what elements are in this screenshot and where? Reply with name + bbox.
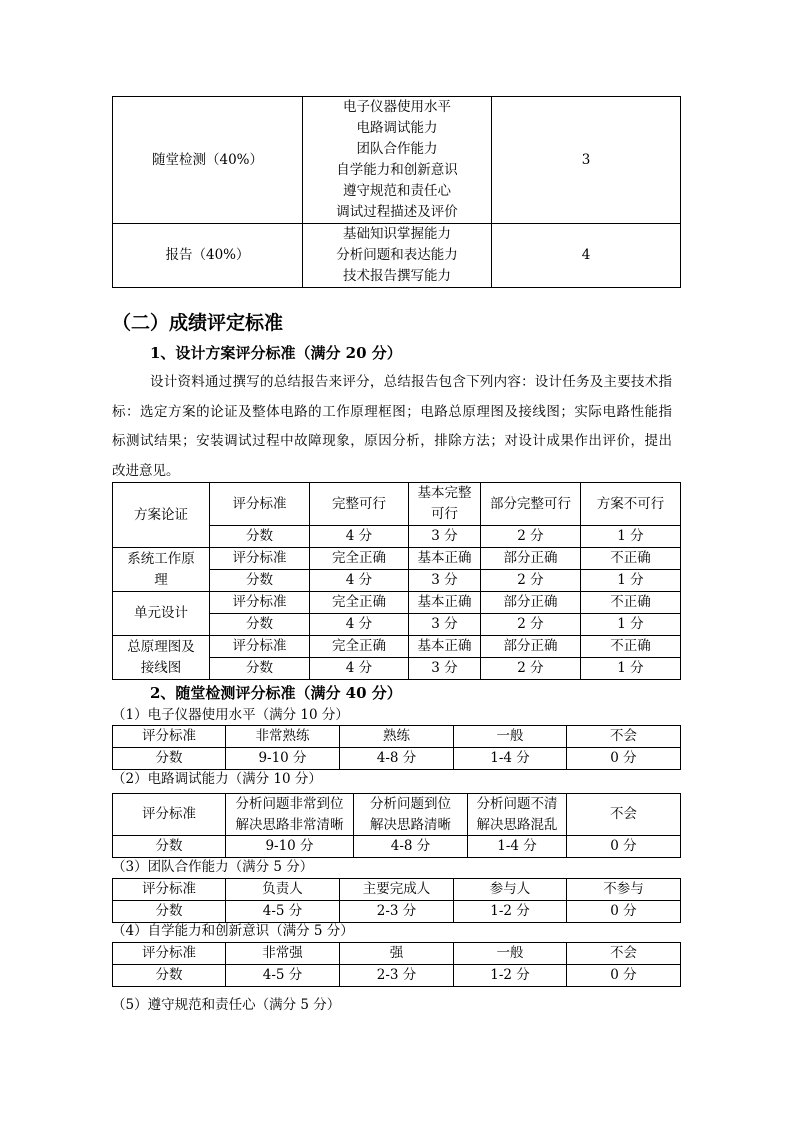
criteria-cell: 不会	[567, 794, 681, 836]
paragraph-line: 标：选定方案的论证及整体电路的工作原理框图；电路总原理图及接线图；实际电路性能指	[112, 403, 672, 420]
score-cell: 1-2 分	[454, 965, 567, 987]
criteria-label-cell: 评分标准	[210, 483, 310, 526]
criteria-cell: 非常强	[226, 943, 340, 965]
criteria-cell: 完全正确	[310, 592, 409, 614]
instrument-usage-table	[112, 725, 681, 770]
score-cell: 0 分	[567, 901, 681, 923]
score-cell: 0 分	[567, 836, 681, 858]
content-line: 技术报告撰写能力	[343, 268, 451, 284]
criteria-label-cell: 评分标准	[113, 726, 226, 748]
content-line: 基础知识掌握能力	[343, 226, 451, 242]
criteria-label-cell: 评分标准	[113, 794, 226, 836]
score-cell: 3 分	[409, 614, 481, 636]
score-cell: 1-2 分	[454, 901, 567, 923]
table-row	[113, 836, 681, 858]
score-cell: 4-5 分	[226, 901, 340, 923]
score-cell: 2 分	[481, 570, 581, 592]
content-line: 电路调试能力	[356, 120, 438, 136]
score-cell: 0 分	[567, 748, 681, 770]
content-line: 分析问题和表达能力	[336, 247, 458, 263]
table-row	[113, 794, 681, 836]
content-line: 电子仪器使用水平	[343, 99, 451, 115]
criteria-label-cell: 评分标准	[210, 548, 310, 570]
table-row	[113, 748, 681, 770]
subsection-title: （2）电路调试能力（满分 10 分）	[112, 771, 322, 787]
score-cell: 3 分	[409, 658, 481, 680]
score-cell: 3 分	[409, 570, 481, 592]
self-learning-table	[112, 942, 681, 987]
score-cell: 3 分	[409, 526, 481, 548]
criteria-cell: 基本完整可行	[409, 483, 481, 526]
criteria-cell	[226, 794, 354, 836]
criteria-cell: 部分正确	[481, 548, 581, 570]
subsection-title: （1）电子仪器使用水平（满分 10 分）	[112, 707, 349, 723]
table-row	[113, 879, 681, 901]
table-row	[113, 943, 681, 965]
criteria-cell: 方案不可行	[581, 483, 681, 526]
assessment-value-cell: 3	[492, 97, 681, 224]
criteria-cell: 非常熟练	[226, 726, 340, 748]
paragraph-line: 改进意见。	[112, 462, 180, 479]
design-scheme-heading: 1、设计方案评分标准（满分 20 分）	[150, 344, 402, 362]
criteria-cell: 部分完整可行	[481, 483, 581, 526]
content-line: 调试过程描述及评价	[336, 204, 458, 220]
criteria-cell: 完整可行	[310, 483, 409, 526]
group-name-cell: 系统工作原理	[113, 548, 210, 592]
criteria-line: 解决思路清晰	[370, 816, 451, 833]
criteria-cell: 熟练	[340, 726, 454, 748]
criteria-cell: 不参与	[567, 879, 681, 901]
content-line: 遵守规范和责任心	[343, 183, 451, 199]
table-row	[113, 901, 681, 923]
score-cell: 1 分	[581, 526, 681, 548]
criteria-cell: 一般	[454, 943, 567, 965]
score-cell: 2 分	[481, 614, 581, 636]
score-cell: 1-4 分	[454, 748, 567, 770]
criteria-label-cell: 评分标准	[113, 943, 226, 965]
criteria-line: 解决思路混乱	[476, 816, 558, 833]
criteria-cell: 部分正确	[481, 636, 581, 658]
subsection-title: （3）团队合作能力（满分 5 分）	[112, 859, 314, 875]
score-label-cell: 分数	[210, 658, 310, 680]
criteria-cell	[354, 794, 468, 836]
table-row	[113, 548, 681, 570]
score-cell: 4-5 分	[226, 965, 340, 987]
score-label-cell: 分数	[113, 965, 226, 987]
criteria-cell: 不会	[567, 726, 681, 748]
content-line: 自学能力和创新意识	[336, 162, 458, 178]
group-name-cell: 总原理图及接线图	[113, 636, 210, 680]
criteria-label-cell: 评分标准	[113, 879, 226, 901]
criteria-cell: 一般	[454, 726, 567, 748]
table-row	[113, 726, 681, 748]
criteria-cell: 不正确	[581, 592, 681, 614]
assessment-content-cell	[303, 224, 492, 288]
criteria-cell: 基本正确	[409, 636, 481, 658]
score-cell: 4-8 分	[354, 836, 468, 858]
criteria-cell: 完全正确	[310, 636, 409, 658]
score-cell: 2 分	[481, 526, 581, 548]
score-cell: 4 分	[310, 526, 409, 548]
criteria-cell: 基本正确	[409, 592, 481, 614]
assessment-value-cell: 4	[492, 224, 681, 288]
criteria-label-cell: 评分标准	[210, 636, 310, 658]
criteria-cell: 部分正确	[481, 592, 581, 614]
group-name-cell: 方案论证	[113, 483, 210, 548]
score-cell: 1 分	[581, 614, 681, 636]
assessment-content-cell	[303, 97, 492, 224]
criteria-cell: 参与人	[454, 879, 567, 901]
criteria-cell: 负责人	[226, 879, 340, 901]
score-label-cell: 分数	[113, 836, 226, 858]
score-cell: 4 分	[310, 614, 409, 636]
score-cell: 4 分	[310, 658, 409, 680]
score-cell: 2 分	[481, 658, 581, 680]
criteria-cell: 完全正确	[310, 548, 409, 570]
criteria-line: 解决思路非常清晰	[235, 816, 344, 833]
assessment-item-cell: 随堂检测（40%）	[113, 97, 303, 224]
score-cell: 9-10 分	[226, 748, 340, 770]
score-label-cell: 分数	[210, 614, 310, 636]
score-cell: 0 分	[567, 965, 681, 987]
score-cell: 2-3 分	[340, 965, 454, 987]
criteria-cell: 不正确	[581, 548, 681, 570]
score-cell: 9-10 分	[226, 836, 354, 858]
subsection-title: （4）自学能力和创新意识（满分 5 分）	[112, 923, 354, 939]
score-cell: 1 分	[581, 570, 681, 592]
criteria-line: 分析问题非常到位	[235, 796, 344, 812]
score-cell: 1-4 分	[468, 836, 567, 858]
criteria-line: 分析问题到位	[370, 796, 451, 812]
table-row	[113, 224, 681, 288]
score-label-cell: 分数	[113, 748, 226, 770]
table-row	[113, 97, 681, 224]
assessment-item-cell: 报告（40%）	[113, 224, 303, 288]
score-cell: 2-3 分	[340, 901, 454, 923]
criteria-cell	[468, 794, 567, 836]
design-scheme-table	[112, 482, 681, 680]
paragraph-line: 标测试结果；安装调试过程中故障现象，原因分析，排除方法；对设计成果作出评价，提出	[112, 433, 672, 449]
criteria-cell: 不会	[567, 943, 681, 965]
section-title: （二）成绩评定标准	[112, 312, 284, 334]
score-cell: 4 分	[310, 570, 409, 592]
summary-table	[112, 96, 681, 288]
paragraph-line: 设计资料通过撰写的总结报告来评分，总结报告包含下列内容：设计任务及主要技术指	[150, 374, 672, 390]
table-row	[113, 636, 681, 658]
teamwork-table	[112, 878, 681, 923]
criteria-cell: 主要完成人	[340, 879, 454, 901]
criteria-cell: 不正确	[581, 636, 681, 658]
design-scheme-paragraph	[112, 368, 672, 486]
group-name-cell: 单元设计	[113, 592, 210, 636]
classroom-test-heading: 2、随堂检测评分标准（满分 40 分）	[150, 684, 402, 702]
table-row	[113, 592, 681, 614]
subsection-title: （5）遵守规范和责任心（满分 5 分）	[112, 997, 341, 1013]
table-row	[113, 965, 681, 987]
content-line: 团队合作能力	[356, 141, 438, 157]
criteria-label-cell: 评分标准	[210, 592, 310, 614]
table-row	[113, 483, 681, 526]
score-cell: 1 分	[581, 658, 681, 680]
score-label-cell: 分数	[113, 901, 226, 923]
score-cell: 4-8 分	[340, 748, 454, 770]
score-label-cell: 分数	[210, 570, 310, 592]
criteria-cell: 强	[340, 943, 454, 965]
criteria-line: 分析问题不清	[476, 796, 558, 812]
score-label-cell: 分数	[210, 526, 310, 548]
circuit-debugging-table	[112, 793, 681, 858]
criteria-cell: 基本正确	[409, 548, 481, 570]
